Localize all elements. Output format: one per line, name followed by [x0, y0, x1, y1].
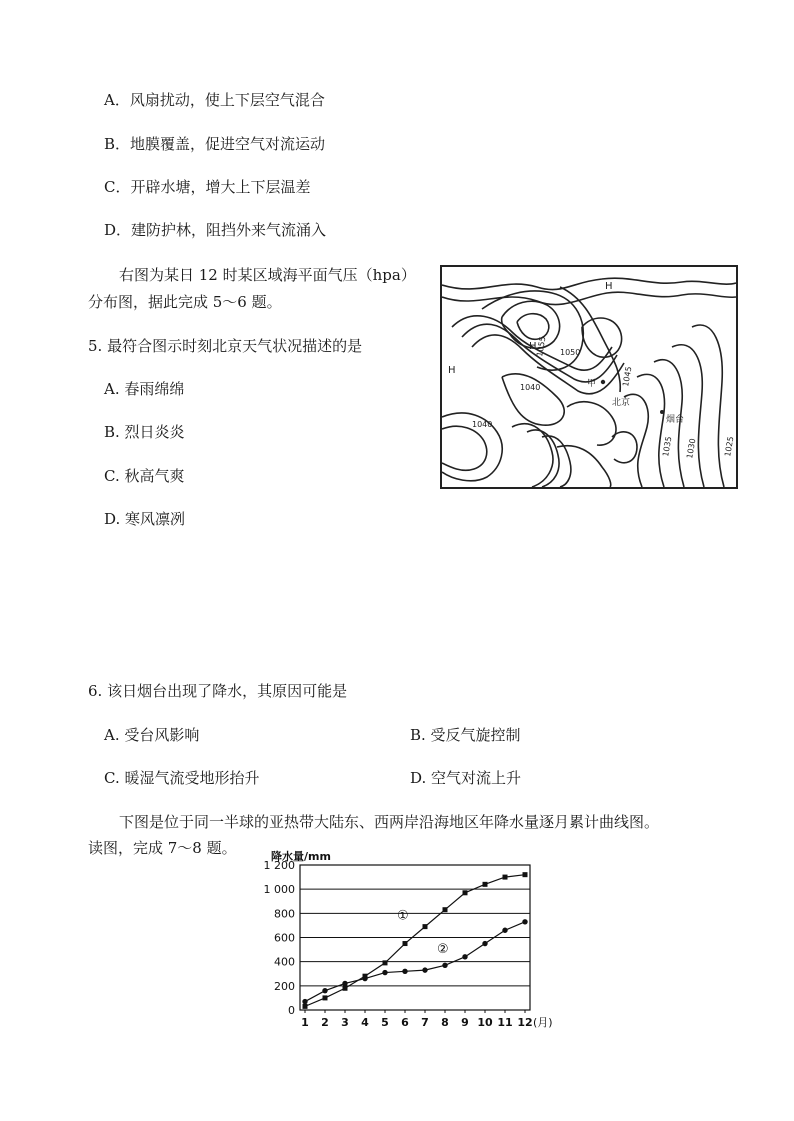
data-point-series-2: [402, 969, 407, 974]
data-point-series-1: [523, 872, 528, 877]
pressure-map: [440, 265, 738, 489]
q6-option-a: A. 受台风影响: [104, 726, 200, 744]
x-tick-label: 6: [401, 1016, 409, 1029]
data-point-series-1: [323, 995, 328, 1000]
q6-option-d: D. 空气对流上升: [410, 769, 522, 787]
data-point-series-2: [482, 941, 487, 946]
x-tick-label: 3: [341, 1016, 349, 1029]
y-tick-label: 800: [274, 907, 295, 921]
y-tick-label: 600: [274, 931, 295, 945]
isobar-map-svg: [442, 267, 736, 487]
isobar-label: 1030: [685, 437, 698, 460]
q4-option-a: A．风扇扰动，使上下层空气混合: [104, 91, 325, 109]
place-label-beijing: 北京: [612, 398, 631, 408]
data-point-series-1: [483, 882, 488, 887]
q4-option-b: B．地膜覆盖，促进空气对流运动: [104, 135, 326, 153]
series-label-2: ②: [437, 942, 449, 958]
data-point-series-2: [422, 967, 427, 972]
data-point-series-1: [343, 986, 348, 991]
data-point-series-1: [443, 907, 448, 912]
q6-stem: 6. 该日烟台出现了降水，其原因可能是: [88, 682, 348, 700]
data-point-series-1: [383, 960, 388, 965]
q4-option-d: D．建防护林，阻挡外来气流涌入: [104, 221, 327, 239]
precipitation-chart: [255, 845, 555, 1040]
x-tick-label: 11: [497, 1016, 513, 1029]
high-label: H: [605, 281, 613, 292]
data-point-series-1: [463, 890, 468, 895]
high-label: H: [448, 365, 456, 376]
q5-option-d: D. 寒风凛冽: [104, 510, 186, 528]
x-axis-unit-label: (月): [533, 1016, 553, 1029]
y-axis-label: 降水量/mm: [271, 850, 331, 863]
data-point-series-2: [362, 976, 367, 981]
q5-option-b: B. 烈日炎炎: [104, 423, 185, 441]
x-tick-label: 10: [477, 1016, 493, 1029]
chart-svg: [255, 845, 555, 1040]
isobar-label: 1040: [472, 420, 493, 429]
isobar-label: 1035: [661, 435, 674, 458]
data-point-series-1: [423, 924, 428, 929]
x-tick-label: 12: [517, 1016, 533, 1029]
intro-5-6-line2: 分布图，据此完成 5～6 题。: [88, 293, 282, 311]
y-tick-label: 400: [274, 955, 295, 969]
x-tick-label: 5: [381, 1016, 389, 1029]
intro-5-6-line1: 右图为某日 12 时某区域海平面气压（hpa）: [119, 266, 416, 284]
data-point-series-2: [502, 928, 507, 933]
data-point-series-1: [503, 875, 508, 880]
high-label: H: [529, 341, 537, 352]
y-tick-label: 200: [274, 979, 295, 993]
q4-option-c: C．开辟水塘，增大上下层温差: [104, 178, 311, 196]
x-tick-label: 9: [461, 1016, 469, 1029]
data-point-series-1: [403, 941, 408, 946]
x-tick-label: 7: [421, 1016, 429, 1029]
isobar-label: 1025: [723, 435, 736, 458]
isobar-label: 1045: [621, 365, 634, 388]
series-line-1: [305, 875, 525, 1007]
data-point-series-2: [302, 999, 307, 1004]
y-tick-label: 0: [288, 1004, 295, 1017]
data-point-series-2: [522, 919, 527, 924]
x-tick-label: 2: [321, 1016, 329, 1029]
place-label-jia: 甲: [587, 379, 597, 389]
q5-option-a: A. 春雨绵绵: [104, 380, 185, 398]
isobar-label: 1055: [535, 335, 548, 358]
intro-7-8-line2: 读图，完成 7～8 题。: [88, 839, 237, 857]
data-point-series-2: [342, 981, 347, 986]
x-tick-label: 8: [441, 1016, 449, 1029]
isobar-label: 1040: [520, 383, 541, 392]
series-label-1: ①: [397, 908, 409, 924]
q6-option-b: B. 受反气旋控制: [410, 726, 521, 744]
y-tick-label: 1 000: [263, 883, 295, 897]
isobar-label: 1050: [560, 348, 581, 357]
y-tick-label: 1 200: [263, 859, 295, 872]
q5-stem: 5. 最符合图示时刻北京天气状况描述的是: [88, 337, 363, 355]
data-point-series-1: [303, 1004, 308, 1009]
data-point-series-2: [442, 963, 447, 968]
data-point-series-2: [462, 954, 467, 959]
data-point-series-2: [382, 970, 387, 975]
x-tick-label: 4: [361, 1016, 369, 1029]
city-marker: [660, 410, 664, 414]
place-label-yantai: 烟台: [666, 415, 685, 425]
data-point-series-2: [322, 988, 327, 993]
q5-option-c: C. 秋高气爽: [104, 467, 185, 485]
q6-option-c: C. 暖湿气流受地形抬升: [104, 769, 260, 787]
city-marker: [601, 380, 605, 384]
x-tick-label: 1: [301, 1016, 309, 1029]
intro-7-8-line1: 下图是位于同一半球的亚热带大陆东、西两岸沿海地区年降水量逐月累计曲线图。: [119, 813, 660, 831]
